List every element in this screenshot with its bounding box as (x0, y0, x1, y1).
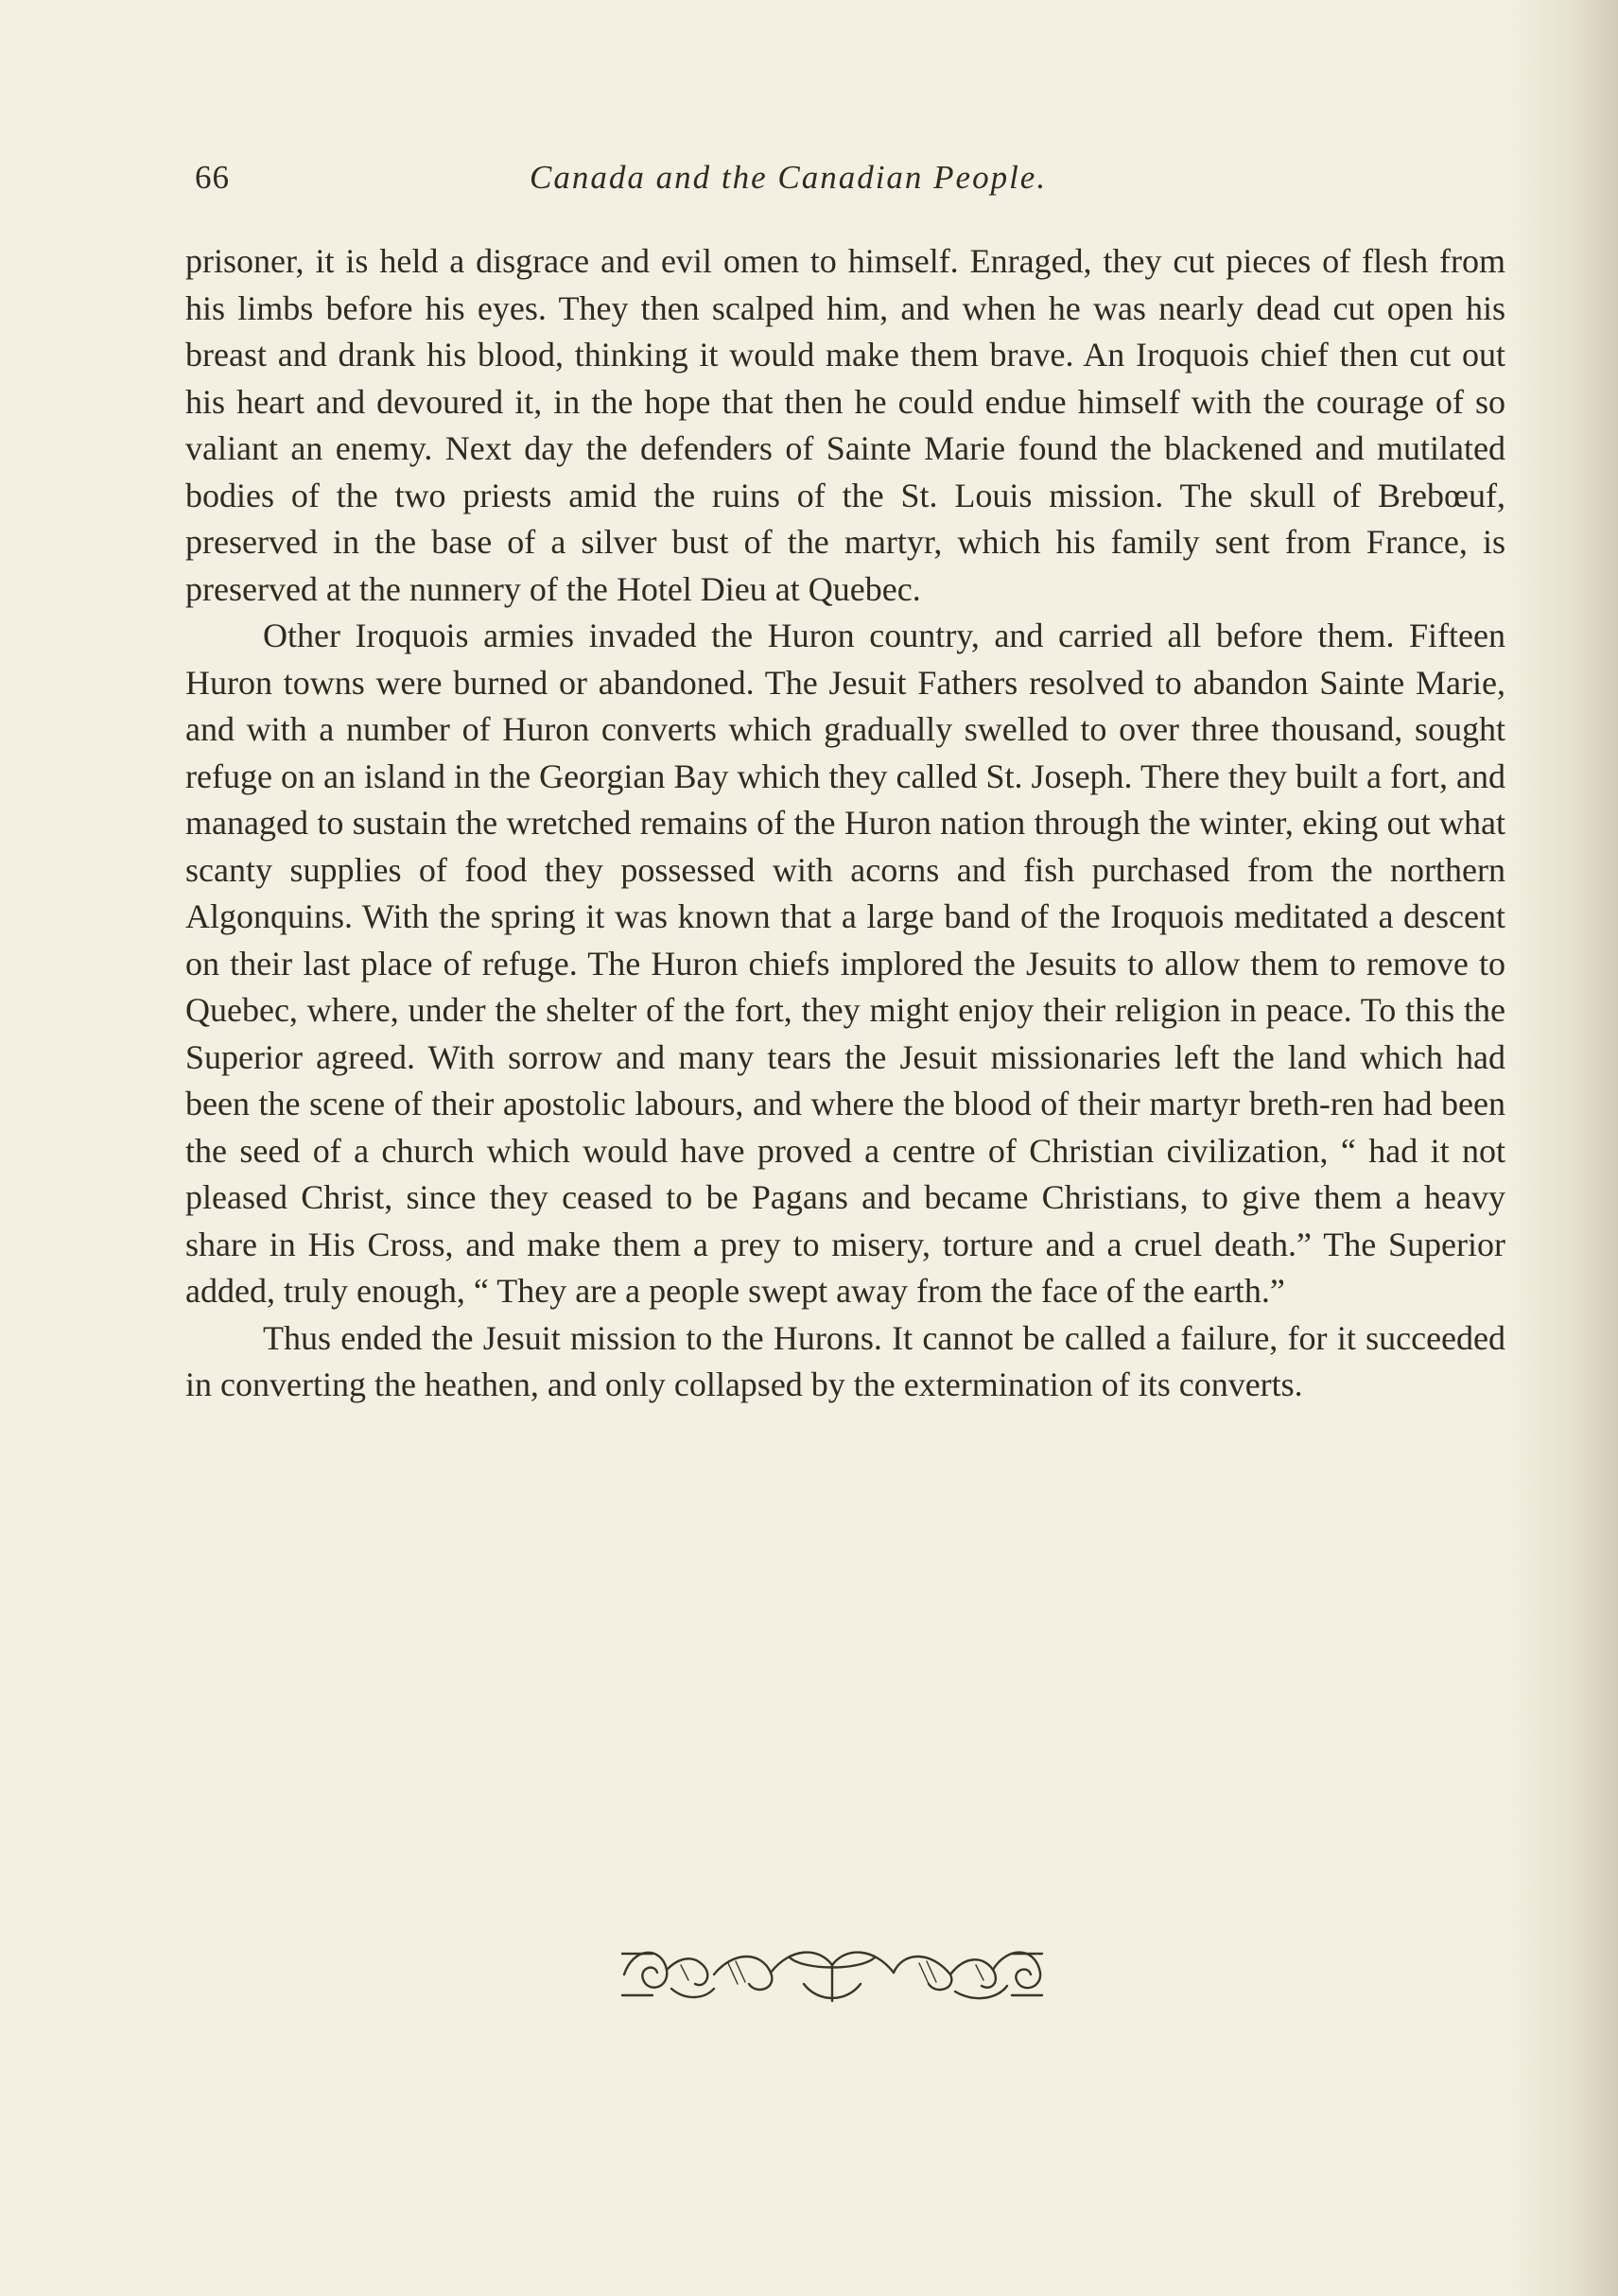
paragraph-1: prisoner, it is held a disgrace and evil omen to himself. Enraged, they cut pieces of flesh from his limbs before his eyes. They then scalped him, and when he was nearly dead cut open his breast and drank his blood, thinking it would make them brave. An Iroquois chief then cut out his heart and devoured it, in the hope that then he could endue himself with the courage of so valiant an enemy. Next day the defenders of Sainte Marie found the blackened and mutilated bodies of the two priests amid the ruins of the St. Louis mission. The skull of Brebœuf, preserved in the base of a silver bust of the martyr, which his family sent from France, is preserved at the nunnery of the Hotel Dieu at Quebec. (185, 242, 1505, 608)
paragraph-2: Other Iroquois armies invaded the Huron country, and carried all before them. Fifteen Huron towns were burned or abandoned. The Jesuit Fathers resolved to abandon Sainte Marie, and with a number of Huron converts which gradually swelled to over three thousand, sought refuge on an island in the Georgian Bay which they called St. Joseph. There they built a fort, and managed to sustain the wretched remains of the Huron nation through the winter, eking out what scanty supplies of food they possessed with acorns and fish purchased from the northern Algonquins. With the spring it was known that a large band of the Iroquois meditated a descent on their last place of refuge. The Huron chiefs implored the Jesuits to allow them to remove to Quebec, where, under the shelter of the fort, they might enjoy their religion in peace. To this the Superior agreed. With sorrow and many tears the Jesuit missionaries left the land which had been the scene of their apostolic labours, and where the blood of their martyr breth-ren had been the seed of a church which would have proved a centre of Christian civilization, “ had it not pleased Christ, since they ceased to be Pagans and became Christians, to give them a heavy share in His Cross, and make them a prey to misery, torture and a cruel death.” The Superior added, truly enough, “ They are a people swept away from the face of the earth.” (185, 617, 1505, 1310)
page-number: 66 (195, 159, 230, 196)
decorative-tailpiece-icon (615, 1937, 1050, 2012)
body-text (185, 238, 1505, 1409)
running-head (189, 159, 1135, 204)
paragraph-3: Thus ended the Jesuit mission to the Hurons. It cannot be called a failure, for it succeeded in converting the heathen, and only collapsed by the extermination of its converts. (185, 1318, 1505, 1403)
running-title: Canada and the Canadian People. (530, 159, 1048, 196)
